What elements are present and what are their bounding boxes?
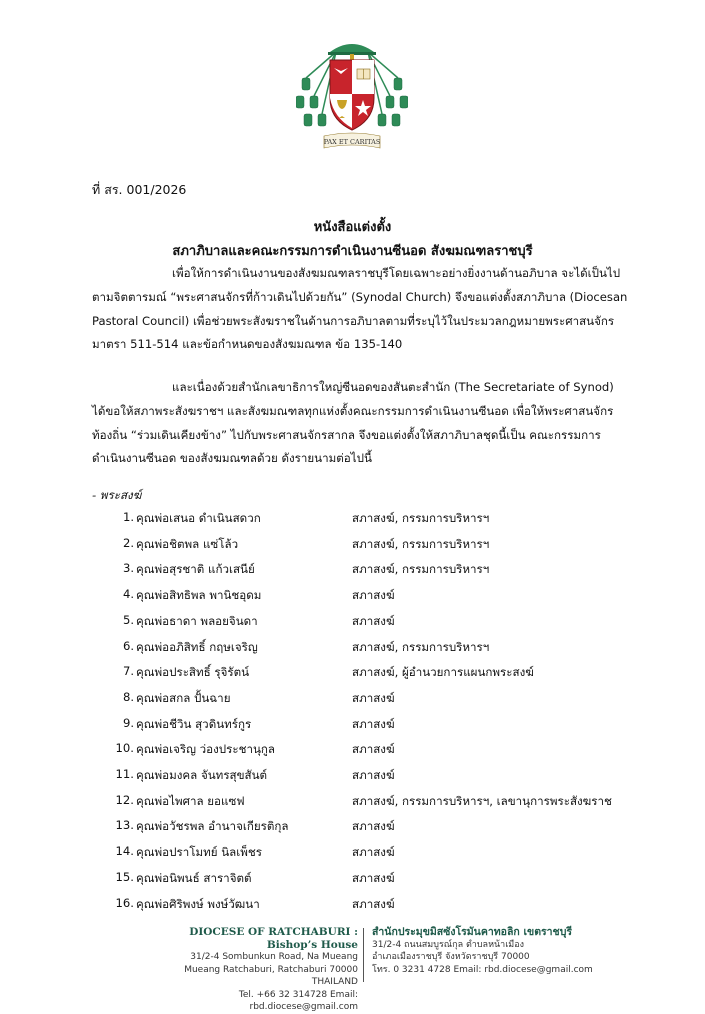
paragraph-2 — [92, 376, 630, 471]
member-role: สภาสงฆ์ — [352, 819, 395, 834]
footer-divider — [363, 928, 364, 982]
member-row — [108, 741, 648, 761]
member-name: คุณพ่อไพศาล ยอแซฟ — [136, 793, 245, 808]
member-row — [108, 818, 648, 838]
member-number: 14. — [115, 844, 134, 859]
member-name: คุณพ่อสุรชาติ แก้วเสนีย์ — [136, 562, 255, 577]
member-name: คุณพ่อประสิทธิ์ รุจิรัตน์ — [136, 665, 250, 680]
member-number: 13. — [115, 818, 134, 833]
member-row — [108, 870, 648, 890]
member-role: สภาสงฆ์ — [352, 845, 395, 860]
footer-line: 31/2-4 ถนนสมบูรณ์กุล ตำบลหน้าเมือง — [372, 939, 525, 950]
footer-heading: DIOCESE OF RATCHABURI : Bishop’s House — [189, 926, 358, 951]
document-number: ที่ สร. 001/2026 — [92, 182, 187, 197]
footer-english-address — [142, 926, 358, 1014]
diocese-crest-logo — [296, 38, 408, 154]
footer-line: อำเภอเมืองราชบุรี จังหวัดราชบุรี 70000 — [372, 952, 530, 962]
member-role: สภาสงฆ์ — [352, 768, 395, 782]
member-number: 6. — [122, 638, 134, 653]
member-role: สภาสงฆ์ — [352, 870, 395, 885]
member-name: คุณพ่อธาดา พลอยจินดา — [136, 613, 258, 628]
paragraph-line: เพื่อให้การดำเนินงานของสังฆมณฑลราชบุรีโดยเฉพาะอย่างยิ่งงานด้านอภิบาล จะได้เป็นไป — [172, 266, 621, 280]
crest-motto: PAX ET CARITAS — [323, 138, 381, 146]
member-row — [108, 664, 648, 684]
member-name: คุณพ่อมงคล จันทรสุขสันต์ — [136, 768, 268, 782]
member-number: 11. — [115, 767, 134, 781]
paragraph-line: และเนื่องด้วยสำนักเลขาธิการใหญ่ซีนอดของสันตะสำนัก (The Secretariate of Synod) — [172, 380, 614, 394]
footer-line: โทร. 0 3231 4728 Email: rbd.diocese@gmail.com — [372, 964, 593, 975]
member-number: 15. — [115, 869, 134, 884]
member-number: 2. — [122, 535, 134, 550]
member-row — [108, 716, 648, 736]
section-label: - พระสงฆ์ — [92, 488, 142, 502]
member-name: คุณพ่อสิทธิพล พานิชอุดม — [136, 588, 262, 603]
member-row — [108, 613, 648, 633]
paragraph-line: Pastoral Council) เพื่อช่วยพระสังฆราชในด้านการอภิบาลตามที่ระบุไว้ในประมวลกฎหมายพระศาสนจักร — [92, 313, 615, 328]
member-name: คุณพ่อนิพนธ์ สาราจิตต์ — [136, 870, 252, 885]
member-number: 1. — [122, 510, 134, 524]
member-row — [108, 690, 648, 710]
member-row — [108, 767, 648, 787]
member-number: 16. — [115, 895, 134, 910]
member-role: สภาสงฆ์, กรรมการบริหารฯ — [352, 536, 490, 551]
member-role: สภาสงฆ์ — [352, 690, 395, 705]
member-number: 7. — [122, 664, 134, 679]
member-name: คุณพ่อเสนอ ดำเนินสดวก — [136, 511, 261, 525]
member-role: สภาสงฆ์, กรรมการบริหารฯ — [352, 562, 490, 577]
member-role: สภาสงฆ์ — [352, 742, 395, 757]
member-row — [108, 896, 648, 916]
member-number: 10. — [115, 741, 134, 756]
member-number: 12. — [115, 792, 134, 807]
footer-line: Mueang Ratchaburi, Ratchaburi 70000 THAILAND — [184, 964, 358, 987]
member-number: 9. — [122, 715, 134, 730]
member-name: คุณพ่อชิตพล แซ่โล้ว — [136, 536, 239, 551]
member-name: คุณพ่อสกล ปั้นฉาย — [136, 690, 231, 705]
member-role: สภาสงฆ์ — [352, 588, 395, 603]
member-number: 3. — [122, 561, 134, 576]
footer-thai-address — [372, 926, 612, 976]
member-row — [108, 639, 648, 659]
member-row — [108, 561, 648, 581]
paragraph-line: ดำเนินงานซีนอด ของสังฆมณฑลด้วย ดังรายนามต่อไปนี้ — [92, 451, 372, 466]
member-name: คุณพ่อเจริญ ว่องประชานุกูล — [136, 742, 276, 757]
paragraph-line: ตามจิตตารมณ์ “พระศาสนจักรที่ก้าวเดินไปด้วยกัน” (Synodal Church) จึงขอแต่งตั้งสภาภิบาล (Diocesan — [92, 289, 628, 304]
member-row — [108, 793, 648, 813]
member-role: สภาสงฆ์ — [352, 613, 395, 628]
member-name: คุณพ่ออภิสิทธิ์ กฤษเจริญ — [136, 639, 258, 654]
member-row — [108, 587, 648, 607]
paragraph-line: ได้ขอให้สภาพระสังฆราชฯ และสังฆมณฑลทุกแห่งตั้งคณะกรรมการดำเนินงานซีนอด เพื่อให้พระศาสนจักร — [92, 403, 614, 418]
member-role: สภาสงฆ์, กรรมการบริหารฯ — [352, 511, 490, 525]
member-role: สภาสงฆ์, กรรมการบริหารฯ — [352, 639, 490, 654]
member-name: คุณพ่อชีวิน สุวดินทร์กูร — [136, 716, 252, 731]
footer-line: 31/2-4 Sombunkun Road, Na Mueang — [190, 952, 358, 962]
member-number: 8. — [122, 689, 134, 704]
paragraph-1 — [92, 262, 630, 357]
member-role: สภาสงฆ์ — [352, 716, 395, 731]
member-row — [108, 844, 648, 864]
member-role: สภาสงฆ์, กรรมการบริหารฯ, เลขานุการพระสังฆราช — [352, 793, 612, 808]
member-number: 4. — [122, 587, 134, 602]
footer-line: Tel. +66 32 314728 Email: rbd.diocese@gmail.com — [238, 989, 358, 1012]
paragraph-line: ท้องถิ่น “ร่วมเดินเคียงข้าง” ไปกับพระศาสนจักรสากล จึงขอแต่งตั้งให้สภาภิบาลชุดนี้เป็น คณะกรรมการ — [92, 427, 601, 442]
member-name: คุณพ่อวัชรพล อำนาจเกียรติกุล — [136, 819, 289, 834]
member-name: คุณพ่อปราโมทย์ นิลเพ็ชร — [136, 845, 262, 860]
paragraph-line: มาตรา 511-514 และข้อกำหนดของสังฆมณฑล ข้อ 135-140 — [92, 337, 403, 352]
member-row — [108, 510, 648, 530]
document-title: หนังสือแต่งตั้ง — [313, 220, 392, 235]
member-role: สภาสงฆ์, ผู้อำนวยการแผนกพระสงฆ์ — [352, 665, 534, 680]
member-number: 5. — [122, 612, 134, 627]
member-name: คุณพ่อศิริพงษ์ พงษ์วัฒนา — [136, 896, 260, 911]
member-role: สภาสงฆ์ — [352, 896, 395, 911]
footer-heading: สำนักประมุขมิสซังโรมันคาทอลิก เขตราชบุรี — [372, 926, 572, 938]
member-row — [108, 536, 648, 556]
document-subtitle: สภาภิบาลและคณะกรรมการดำเนินงานซีนอด สังฆมณฑลราชบุรี — [172, 244, 533, 259]
